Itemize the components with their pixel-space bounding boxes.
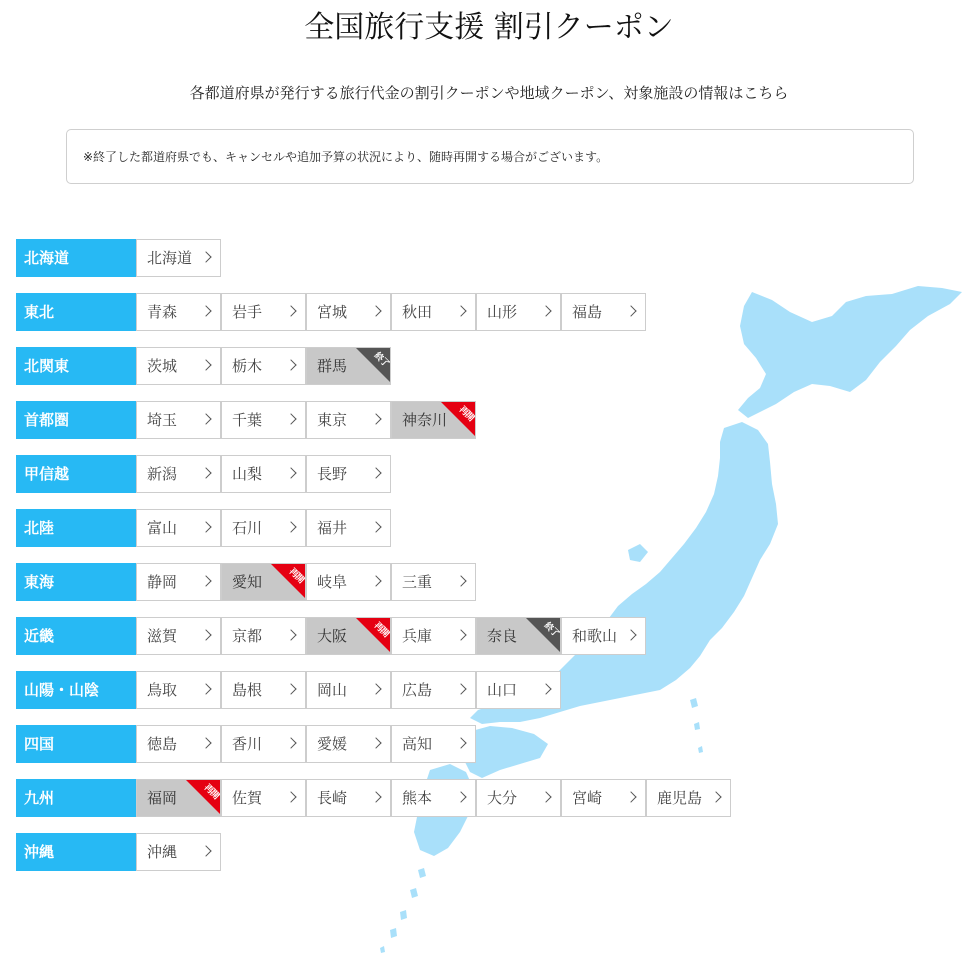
ribbon-label: 再開 — [201, 782, 221, 802]
prefecture-link[interactable] — [306, 455, 391, 493]
prefecture-link[interactable] — [221, 509, 306, 547]
chevron-right-icon — [455, 575, 466, 586]
prefecture-link[interactable] — [306, 401, 391, 439]
prefecture-name: 新潟 — [147, 465, 178, 483]
chevron-right-icon — [540, 791, 551, 802]
chevron-right-icon — [455, 683, 466, 694]
prefecture-name: 奈良 — [487, 627, 518, 645]
ribbon-label: 終了 — [541, 620, 561, 640]
chevron-right-icon — [200, 629, 211, 640]
prefecture-name: 岩手 — [232, 303, 263, 321]
prefecture-link[interactable] — [561, 779, 646, 817]
prefecture-link[interactable] — [136, 401, 221, 439]
prefecture-name: 愛媛 — [317, 735, 348, 753]
chevron-right-icon — [455, 737, 466, 748]
prefecture-link[interactable] — [221, 347, 306, 385]
prefecture-name: 山口 — [487, 681, 518, 699]
prefecture-name: 青森 — [147, 303, 178, 321]
prefecture-link[interactable] — [646, 779, 731, 817]
chevron-right-icon — [370, 683, 381, 694]
map-okinawa — [380, 868, 426, 953]
chevron-right-icon — [540, 683, 551, 694]
prefecture-name: 鳥取 — [147, 681, 178, 699]
chevron-right-icon — [285, 629, 296, 640]
prefecture-name: 福井 — [317, 519, 348, 537]
prefecture-link[interactable] — [221, 779, 306, 817]
ribbon-label: 再開 — [371, 620, 391, 640]
ribbon-label: 終了 — [371, 350, 391, 370]
prefecture-link[interactable] — [136, 455, 221, 493]
prefecture-link[interactable] — [221, 725, 306, 763]
prefecture-name: 和歌山 — [572, 627, 618, 645]
chevron-right-icon — [285, 413, 296, 424]
page-title: 全国旅行支援 割引クーポン — [304, 10, 674, 45]
prefecture-name: 大分 — [487, 789, 518, 807]
ribbon-label: 再開 — [286, 566, 306, 586]
prefecture-name: 三重 — [402, 573, 433, 591]
prefecture-name: 山形 — [487, 303, 518, 321]
map-sado — [628, 544, 648, 562]
prefecture-link[interactable] — [136, 347, 221, 385]
prefecture-name: 長崎 — [317, 789, 348, 807]
prefecture-link[interactable] — [476, 617, 561, 655]
chevron-right-icon — [200, 737, 211, 748]
region-label: 山陽・山陰 — [16, 671, 136, 709]
prefecture-name: 神奈川 — [402, 411, 448, 429]
prefecture-link[interactable] — [136, 779, 221, 817]
region-label: 北関東 — [16, 347, 136, 385]
prefecture-link[interactable] — [306, 671, 391, 709]
chevron-right-icon — [285, 683, 296, 694]
prefecture-name: 滋賀 — [147, 627, 178, 645]
prefecture-name: 埼玉 — [147, 411, 178, 429]
prefecture-link[interactable] — [391, 725, 476, 763]
chevron-right-icon — [455, 629, 466, 640]
chevron-right-icon — [285, 359, 296, 370]
chevron-right-icon — [370, 467, 381, 478]
chevron-right-icon — [370, 791, 381, 802]
prefecture-link[interactable] — [391, 563, 476, 601]
prefecture-link[interactable] — [391, 671, 476, 709]
prefecture-link[interactable] — [221, 563, 306, 601]
chevron-right-icon — [200, 305, 211, 316]
prefecture-name: 徳島 — [147, 735, 178, 753]
prefecture-link[interactable] — [221, 617, 306, 655]
region-label: 四国 — [16, 725, 136, 763]
prefecture-link[interactable] — [136, 239, 221, 277]
notice-box — [66, 129, 914, 184]
prefecture-name: 秋田 — [402, 303, 433, 321]
region-label: 首都圏 — [16, 401, 136, 439]
chevron-right-icon — [625, 629, 636, 640]
prefecture-link[interactable] — [561, 617, 646, 655]
page-subtitle: 各都道府県が発行する旅行代金の割引クーポンや地域クーポン、対象施設の情報はこちら — [189, 84, 789, 102]
chevron-right-icon — [200, 251, 211, 262]
prefecture-name: 石川 — [232, 519, 263, 537]
prefecture-name: 香川 — [232, 735, 263, 753]
region-label: 沖縄 — [16, 833, 136, 871]
map-hokkaido — [738, 286, 962, 418]
region-label: 甲信越 — [16, 455, 136, 493]
chevron-right-icon — [285, 737, 296, 748]
prefecture-name: 静岡 — [147, 573, 178, 591]
prefecture-link[interactable] — [476, 293, 561, 331]
prefecture-link[interactable] — [306, 617, 391, 655]
prefecture-name: 広島 — [402, 681, 433, 699]
prefecture-name: 大阪 — [317, 627, 348, 645]
prefecture-link[interactable] — [221, 671, 306, 709]
prefecture-link[interactable] — [476, 671, 561, 709]
prefecture-name: 北海道 — [147, 249, 193, 267]
prefecture-name: 東京 — [317, 411, 348, 429]
prefecture-name: 茨城 — [147, 357, 178, 375]
region-label: 九州 — [16, 779, 136, 817]
region-label: 近畿 — [16, 617, 136, 655]
prefecture-link[interactable] — [306, 293, 391, 331]
prefecture-name: 福岡 — [147, 789, 178, 807]
prefecture-name: 京都 — [232, 627, 263, 645]
prefecture-name: 岐阜 — [317, 573, 348, 591]
prefecture-link[interactable] — [306, 347, 391, 385]
prefecture-name: 鹿児島 — [657, 789, 703, 807]
chevron-right-icon — [200, 413, 211, 424]
ribbon-label: 再開 — [456, 404, 476, 424]
prefecture-link[interactable] — [391, 779, 476, 817]
prefecture-link[interactable] — [221, 455, 306, 493]
chevron-right-icon — [625, 791, 636, 802]
prefecture-link[interactable] — [136, 617, 221, 655]
chevron-right-icon — [200, 845, 211, 856]
region-label: 東北 — [16, 293, 136, 331]
chevron-right-icon — [370, 737, 381, 748]
chevron-right-icon — [370, 521, 381, 532]
region-label: 北海道 — [16, 239, 136, 277]
prefecture-name: 島根 — [232, 681, 263, 699]
chevron-right-icon — [200, 467, 211, 478]
chevron-right-icon — [200, 359, 211, 370]
prefecture-name: 岡山 — [317, 681, 348, 699]
prefecture-link[interactable] — [561, 293, 646, 331]
chevron-right-icon — [540, 305, 551, 316]
map-izu — [690, 698, 703, 753]
prefecture-link[interactable] — [136, 509, 221, 547]
chevron-right-icon — [285, 305, 296, 316]
prefecture-link[interactable] — [221, 401, 306, 439]
region-label: 北陸 — [16, 509, 136, 547]
prefecture-name: 佐賀 — [232, 789, 263, 807]
prefecture-link[interactable] — [136, 833, 221, 871]
chevron-right-icon — [370, 305, 381, 316]
prefecture-link[interactable] — [306, 779, 391, 817]
prefecture-name: 宮崎 — [572, 789, 603, 807]
prefecture-name: 富山 — [147, 519, 178, 537]
prefecture-name: 沖縄 — [147, 843, 178, 861]
region-label: 東海 — [16, 563, 136, 601]
prefecture-name: 千葉 — [232, 411, 263, 429]
prefecture-link[interactable] — [391, 293, 476, 331]
prefecture-name: 兵庫 — [402, 627, 433, 645]
prefecture-name: 福島 — [572, 303, 603, 321]
prefecture-link[interactable] — [306, 509, 391, 547]
prefecture-link[interactable] — [136, 293, 221, 331]
prefecture-name: 宮城 — [317, 303, 348, 321]
prefecture-name: 栃木 — [232, 357, 263, 375]
prefecture-link[interactable] — [391, 617, 476, 655]
chevron-right-icon — [710, 791, 721, 802]
chevron-right-icon — [370, 413, 381, 424]
prefecture-name: 群馬 — [317, 357, 348, 375]
prefecture-link[interactable] — [136, 563, 221, 601]
prefecture-link[interactable] — [136, 725, 221, 763]
chevron-right-icon — [200, 575, 211, 586]
prefecture-name: 熊本 — [402, 789, 433, 807]
prefecture-link[interactable] — [391, 401, 476, 439]
prefecture-name: 高知 — [402, 735, 433, 753]
prefecture-link[interactable] — [221, 293, 306, 331]
prefecture-name: 愛知 — [232, 573, 263, 591]
prefecture-name: 山梨 — [232, 465, 263, 483]
prefecture-link[interactable] — [476, 779, 561, 817]
chevron-right-icon — [200, 683, 211, 694]
prefecture-link[interactable] — [136, 671, 221, 709]
chevron-right-icon — [285, 791, 296, 802]
prefecture-name: 長野 — [317, 465, 348, 483]
notice-text: ※終了した都道府県でも、キャンセルや追加予算の状況により、随時再開する場合がございます。 — [83, 150, 609, 164]
chevron-right-icon — [370, 575, 381, 586]
prefecture-link[interactable] — [306, 563, 391, 601]
prefecture-link[interactable] — [306, 725, 391, 763]
chevron-right-icon — [200, 521, 211, 532]
chevron-right-icon — [285, 521, 296, 532]
chevron-right-icon — [455, 791, 466, 802]
chevron-right-icon — [625, 305, 636, 316]
chevron-right-icon — [455, 305, 466, 316]
chevron-right-icon — [285, 467, 296, 478]
